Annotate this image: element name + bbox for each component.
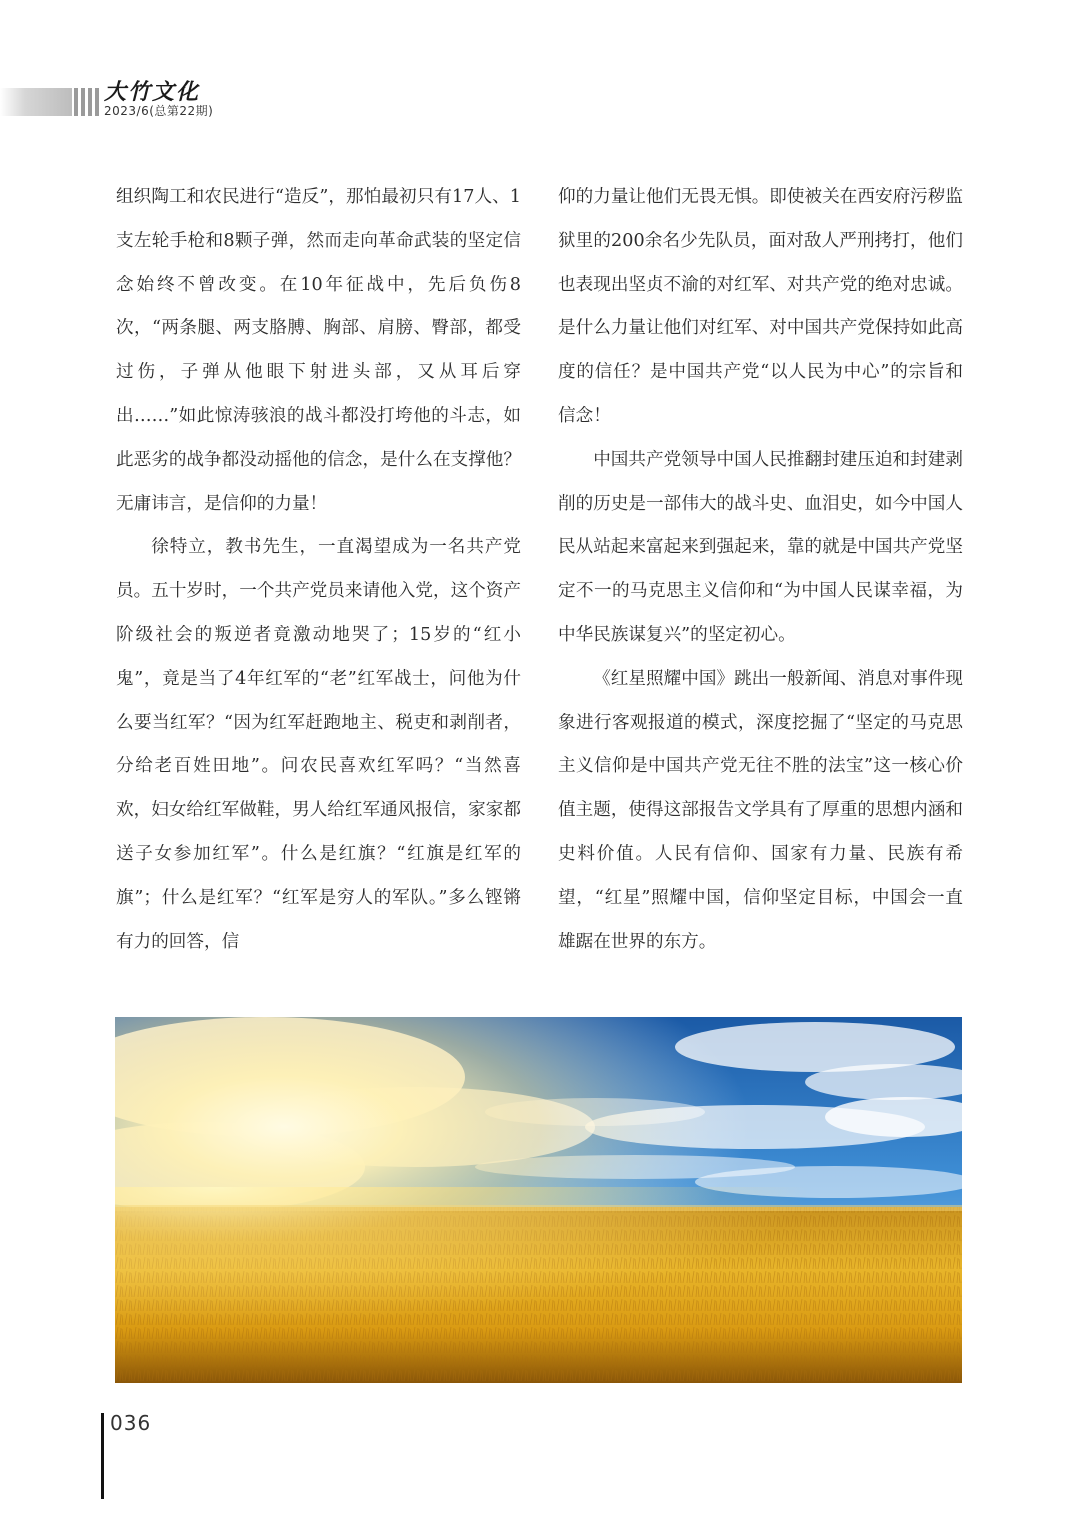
paragraph: 中国共产党领导中国人民推翻封建压迫和封建剥削的历史是一部伟大的战斗史、血泪史，如今中国人民从站起来富起来到强起来，靠的就是中国共产党坚定不一的马克思主义信仰和“为中国人民谋幸福，为中华民族谋复兴”的坚定初心。 [558,449,963,645]
journal-issue: 2023/6(总第22期) [104,104,214,118]
wheat-field-photo [115,1017,962,1383]
header-decor-bar [0,88,100,116]
journal-title: 大竹文化 [104,79,201,105]
paragraph: 仰的力量让他们无畏无惧。即使被关在西安府污秽监狱里的200余名少先队员，面对敌人严刑拷打，他们也表现出坚贞不渝的对红军、对共产党的绝对忠诚。是什么力量让他们对红军、对中国共产党保持如此高度的信任？是中国共产党“以人民为中心”的宗旨和信念！ [558,187,963,426]
paragraph: 组织陶工和农民进行“造反”，那怕最初只有17人、1支左轮手枪和8颗子弹，然而走向革命武装的坚定信念始终不曾改变。在10年征战中，先后负伤8次，“两条腿、两支胳膊、胸部、肩膀、臀部，都受过伤，子弹从他眼下射进头部，又从耳后穿出……”如此惊涛骇浪的战斗都没打垮他的斗志，如此恶劣的战争都没动摇他的信念，是什么在支撑他？无庸讳言，是信仰的力量！ [116,187,521,514]
article-right-column [558,176,963,964]
footer-rule [101,1413,104,1499]
paragraph: 徐特立，教书先生，一直渴望成为一名共产党员。五十岁时，一个共产党员来请他入党，这个资产阶级社会的叛逆者竟激动地哭了；15岁的“红小鬼”，竟是当了4年红军的“老”红军战士，问他为什么要当红军？“因为红军赶跑地主、税吏和剥削者，分给老百姓田地”。问农民喜欢红军吗？“当然喜欢，妇女给红军做鞋，男人给红军通风报信，家家都送子女参加红军”。什么是红旗？“红旗是红军的旗”；什么是红军？“红军是穷人的军队。”多么铿锵有力的回答，信 [116,537,521,952]
article-left-column [116,176,521,964]
paragraph: 《红星照耀中国》跳出一般新闻、消息对事件现象进行客观报道的模式，深度挖掘了“坚定的马克思主义信仰是中国共产党无往不胜的法宝”这一核心价值主题，使得这部报告文学具有了厚重的思想内涵和史料价值。人民有信仰、国家有力量、民族有希望，“红星”照耀中国，信仰坚定目标，中国会一直雄踞在世界的东方。 [558,668,963,952]
page-number: 036 [110,1411,152,1435]
